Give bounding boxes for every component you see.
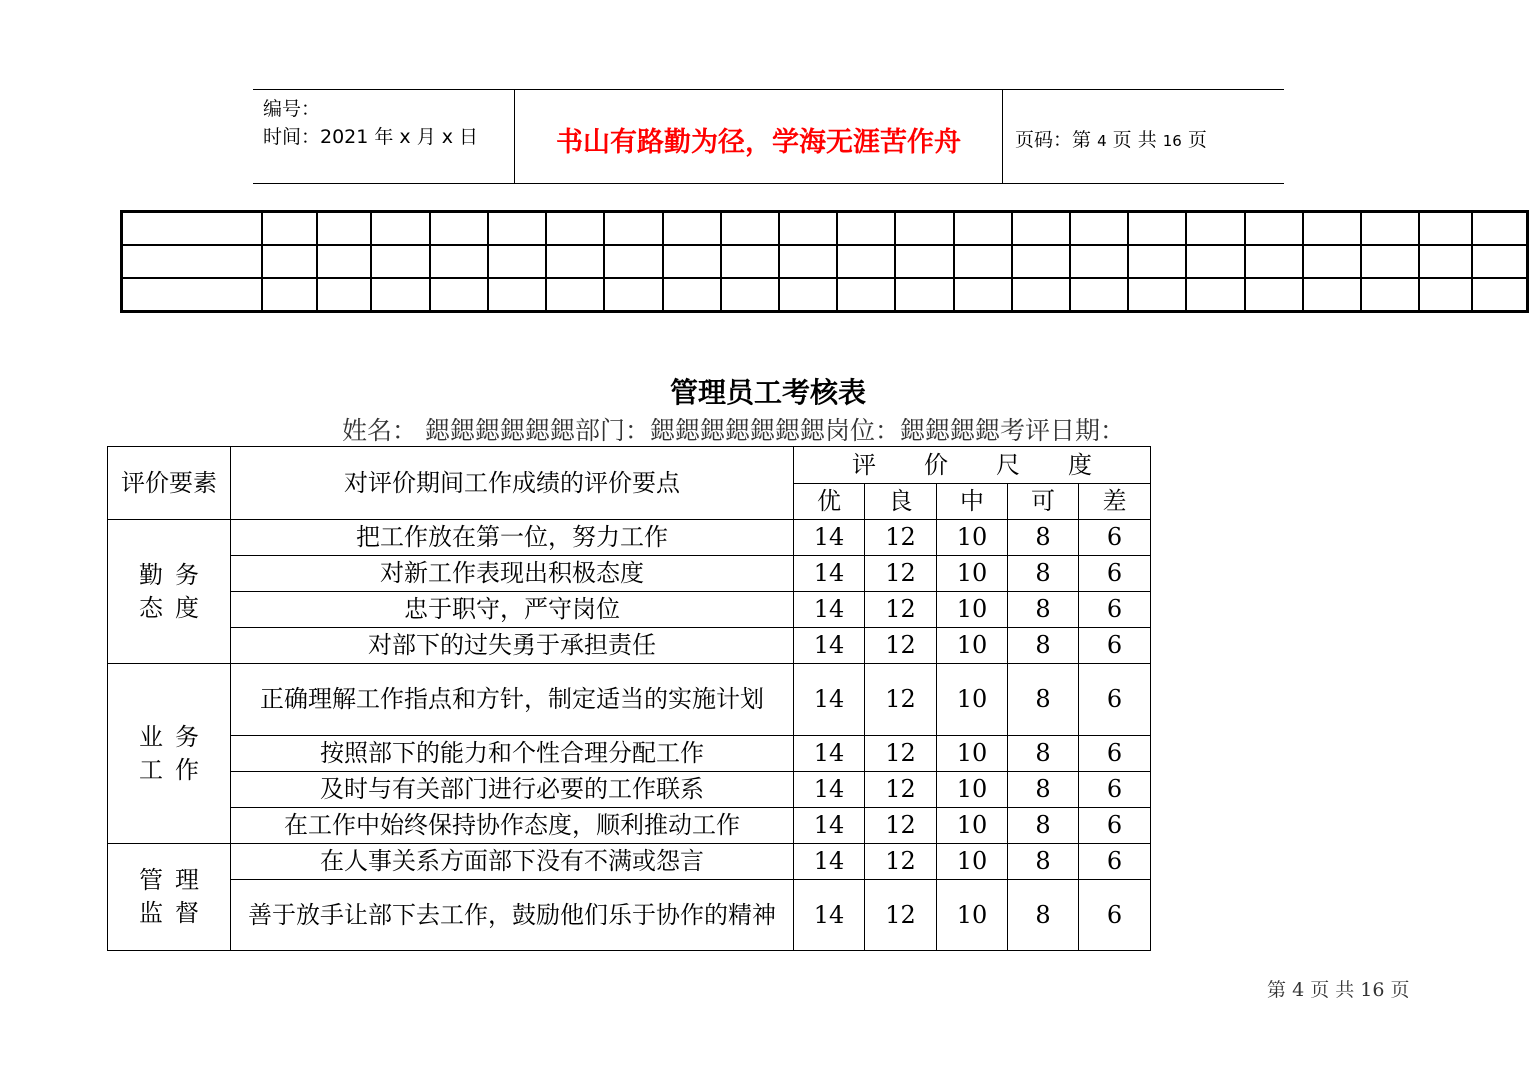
score-cell: 12: [865, 556, 937, 592]
score-cell: 12: [865, 628, 937, 664]
evaluation-point: 对部下的过失勇于承担责任: [231, 628, 794, 664]
score-cell: 12: [865, 880, 937, 951]
score-cell: 10: [937, 592, 1008, 628]
footer-mid: 页 共: [1310, 979, 1355, 1001]
header-scale-label: 评 价 尺 度: [852, 450, 1093, 479]
scale-level: 差: [1079, 484, 1151, 520]
score-cell: 12: [865, 736, 937, 772]
header-right-cell: [1003, 90, 1284, 183]
page-current: 4: [1097, 132, 1107, 150]
header-scale: [794, 447, 1151, 484]
factor-char: 勤: [139, 560, 163, 589]
score-cell: 14: [794, 556, 865, 592]
grid-cell: [895, 245, 954, 278]
score-cell: 10: [937, 628, 1008, 664]
grid-cell: [663, 278, 721, 311]
form-info-line: 姓名： 鍶鍶鍶鍶鍶鍶部门：鍶鍶鍶鍶鍶鍶鍶岗位：鍶鍶鍶鍶考评日期：: [342, 416, 1125, 445]
blank-grid: [120, 210, 1529, 313]
factor-line: [108, 559, 230, 592]
score-cell: 8: [1008, 772, 1079, 808]
grid-cell: [1070, 278, 1128, 311]
grid-cell: [371, 212, 430, 245]
grid-cell: [1419, 245, 1472, 278]
score-cell: 12: [865, 592, 937, 628]
grid-cell: [779, 245, 837, 278]
footer-prefix: 第: [1267, 979, 1287, 1001]
score-cell: 6: [1079, 664, 1151, 736]
factor-char: 业: [139, 722, 163, 751]
evaluation-point: 善于放手让部下去工作，鼓励他们乐于协作的精神: [231, 880, 794, 951]
grid-cell: [1303, 278, 1361, 311]
grid-cell: [430, 245, 488, 278]
grid-cell: [488, 245, 546, 278]
grid-cell: [1472, 245, 1528, 278]
score-cell: 6: [1079, 736, 1151, 772]
score-cell: 6: [1079, 628, 1151, 664]
grid-cell: [488, 278, 546, 311]
grid-cell: [1186, 245, 1245, 278]
score-cell: 6: [1079, 844, 1151, 880]
score-cell: 14: [794, 808, 865, 844]
grid-cell: [1128, 245, 1186, 278]
score-cell: 8: [1008, 628, 1079, 664]
evaluation-point: 及时与有关部门进行必要的工作联系: [231, 772, 794, 808]
header-factor-label: 评价要素: [121, 468, 217, 497]
table-row: [108, 808, 1151, 844]
grid-cell: [1472, 212, 1528, 245]
grid-cell: [546, 245, 604, 278]
score-cell: 14: [794, 628, 865, 664]
scale-level: 良: [865, 484, 937, 520]
page-suffix: 页: [1187, 129, 1207, 151]
table-row: [108, 880, 1151, 951]
score-cell: 10: [937, 772, 1008, 808]
grid-cell: [954, 245, 1012, 278]
grid-cell: [371, 278, 430, 311]
grid-cell: [317, 212, 371, 245]
grid-cell: [1186, 212, 1245, 245]
factor-cell: [108, 844, 231, 951]
factor-line: [108, 721, 230, 754]
page-mid: 页 共: [1112, 129, 1157, 151]
grid-cell: [1472, 278, 1528, 311]
score-cell: 12: [865, 772, 937, 808]
header-page-number: [1015, 125, 1207, 152]
grid-cell: [488, 212, 546, 245]
table-row: [108, 556, 1151, 592]
grid-cell: [721, 245, 779, 278]
grid-row: [122, 245, 1528, 278]
grid-cell: [663, 245, 721, 278]
factor-char: 务: [175, 722, 199, 751]
score-cell: 10: [937, 844, 1008, 880]
evaluation-point: 对新工作表现出积极态度: [231, 556, 794, 592]
score-cell: 8: [1008, 808, 1079, 844]
score-cell: 14: [794, 736, 865, 772]
evaluation-point: 把工作放在第一位，努力工作: [231, 520, 794, 556]
score-cell: 8: [1008, 880, 1079, 951]
score-cell: 12: [865, 664, 937, 736]
grid-cell: [430, 278, 488, 311]
factor-line: [108, 754, 230, 787]
grid-cell: [837, 212, 895, 245]
factor-char: 态: [139, 593, 163, 622]
score-cell: 10: [937, 664, 1008, 736]
score-cell: 14: [794, 664, 865, 736]
factor-char: 监: [139, 899, 163, 927]
score-cell: 10: [937, 880, 1008, 951]
grid-cell: [1128, 278, 1186, 311]
factor-char: 督: [175, 899, 199, 927]
grid-cell: [1303, 212, 1361, 245]
form-title: 管理员工考核表: [669, 376, 866, 409]
grid-cell: [1245, 212, 1303, 245]
grid-cell: [1361, 245, 1419, 278]
score-cell: 10: [937, 808, 1008, 844]
grid-cell: [779, 212, 837, 245]
grid-cell: [1070, 212, 1128, 245]
score-cell: 14: [794, 772, 865, 808]
grid-cell: [317, 245, 371, 278]
grid-cell: [1012, 212, 1070, 245]
evaluation-point: 忠于职守，严守岗位: [231, 592, 794, 628]
table-header-row: [108, 447, 1151, 484]
score-cell: 14: [794, 844, 865, 880]
grid-cell: [1012, 245, 1070, 278]
grid-cell: [122, 245, 262, 278]
grid-cell: [954, 212, 1012, 245]
table-row: [108, 664, 1151, 736]
header-left-cell: [253, 90, 515, 183]
score-cell: 8: [1008, 664, 1079, 736]
footer-total: 16: [1360, 979, 1385, 1001]
header-points: [231, 447, 794, 520]
code-label: 编号：: [263, 98, 321, 120]
factor-cell: [108, 664, 231, 844]
grid-row: [122, 278, 1528, 311]
grid-cell: [1419, 278, 1472, 311]
table-row: [108, 772, 1151, 808]
table-row: [108, 736, 1151, 772]
score-cell: 8: [1008, 592, 1079, 628]
factor-line: [108, 897, 230, 930]
grid-cell: [837, 245, 895, 278]
grid-cell: [546, 278, 604, 311]
grid-cell: [1012, 278, 1070, 311]
score-cell: 6: [1079, 592, 1151, 628]
grid-cell: [262, 212, 317, 245]
header-factor: [108, 447, 231, 520]
grid-cell: [895, 212, 954, 245]
grid-cell: [779, 278, 837, 311]
grid-cell: [1070, 245, 1128, 278]
grid-cell: [604, 212, 663, 245]
factor-line: [108, 864, 230, 897]
table-row: [108, 628, 1151, 664]
score-cell: 12: [865, 844, 937, 880]
header-center-cell: [515, 90, 1003, 183]
time-label: 时间：2021 年 x 月 x 日: [263, 126, 479, 148]
factor-char: 工: [139, 755, 163, 784]
score-cell: 14: [794, 520, 865, 556]
grid-cell: [721, 212, 779, 245]
evaluation-point: 在人事关系方面部下没有不满或怨言: [231, 844, 794, 880]
evaluation-point: 正确理解工作指点和方针，制定适当的实施计划: [231, 664, 794, 736]
document-header: [253, 89, 1284, 184]
grid-cell: [1128, 212, 1186, 245]
grid-cell: [1419, 212, 1472, 245]
grid-cell: [317, 278, 371, 311]
score-cell: 14: [794, 592, 865, 628]
score-cell: 10: [937, 556, 1008, 592]
factor-char: 度: [175, 593, 199, 622]
grid-cell: [1361, 212, 1419, 245]
factor-char: 理: [175, 866, 199, 894]
score-cell: 6: [1079, 520, 1151, 556]
grid-cell: [1245, 278, 1303, 311]
score-cell: 8: [1008, 556, 1079, 592]
grid-cell: [721, 278, 779, 311]
page-prefix: 页码：第: [1015, 129, 1092, 151]
score-cell: 10: [937, 736, 1008, 772]
grid-cell: [954, 278, 1012, 311]
motto: 书山有路勤为径，学海无涯苦作舟: [556, 127, 961, 158]
score-cell: 12: [865, 808, 937, 844]
grid-cell: [1186, 278, 1245, 311]
score-cell: 14: [794, 880, 865, 951]
scale-level: 可: [1008, 484, 1079, 520]
grid-cell: [1361, 278, 1419, 311]
header-points-label: 对评价期间工作成绩的评价要点: [344, 468, 680, 497]
factor-char: 作: [175, 755, 199, 784]
score-cell: 6: [1079, 556, 1151, 592]
page-footer: [1267, 975, 1410, 1002]
grid-cell: [122, 212, 262, 245]
table-row: [108, 592, 1151, 628]
score-cell: 8: [1008, 736, 1079, 772]
evaluation-point: 在工作中始终保持协作态度，顺利推动工作: [231, 808, 794, 844]
factor-cell: [108, 520, 231, 664]
table-row: [108, 844, 1151, 880]
factor-char: 管: [139, 866, 163, 894]
grid-cell: [262, 278, 317, 311]
scale-level: 中: [937, 484, 1008, 520]
grid-cell: [122, 278, 262, 311]
footer-current: 4: [1292, 979, 1305, 1001]
factor-line: [108, 592, 230, 625]
grid-cell: [546, 212, 604, 245]
grid-cell: [371, 245, 430, 278]
score-cell: 6: [1079, 772, 1151, 808]
page-total: 16: [1162, 132, 1182, 150]
score-cell: 8: [1008, 844, 1079, 880]
grid-cell: [663, 212, 721, 245]
grid-cell: [895, 278, 954, 311]
grid-cell: [604, 245, 663, 278]
grid-row: [122, 212, 1528, 245]
score-cell: 6: [1079, 808, 1151, 844]
grid-cell: [604, 278, 663, 311]
grid-cell: [430, 212, 488, 245]
evaluation-table: [107, 446, 1151, 951]
score-cell: 12: [865, 520, 937, 556]
grid-cell: [837, 278, 895, 311]
table-row: [108, 520, 1151, 556]
score-cell: 6: [1079, 880, 1151, 951]
score-cell: 8: [1008, 520, 1079, 556]
grid-cell: [1245, 245, 1303, 278]
grid-cell: [262, 245, 317, 278]
footer-suffix: 页: [1390, 979, 1410, 1001]
grid-cell: [1303, 245, 1361, 278]
evaluation-point: 按照部下的能力和个性合理分配工作: [231, 736, 794, 772]
factor-char: 务: [175, 560, 199, 589]
score-cell: 10: [937, 520, 1008, 556]
scale-level: 优: [794, 484, 865, 520]
